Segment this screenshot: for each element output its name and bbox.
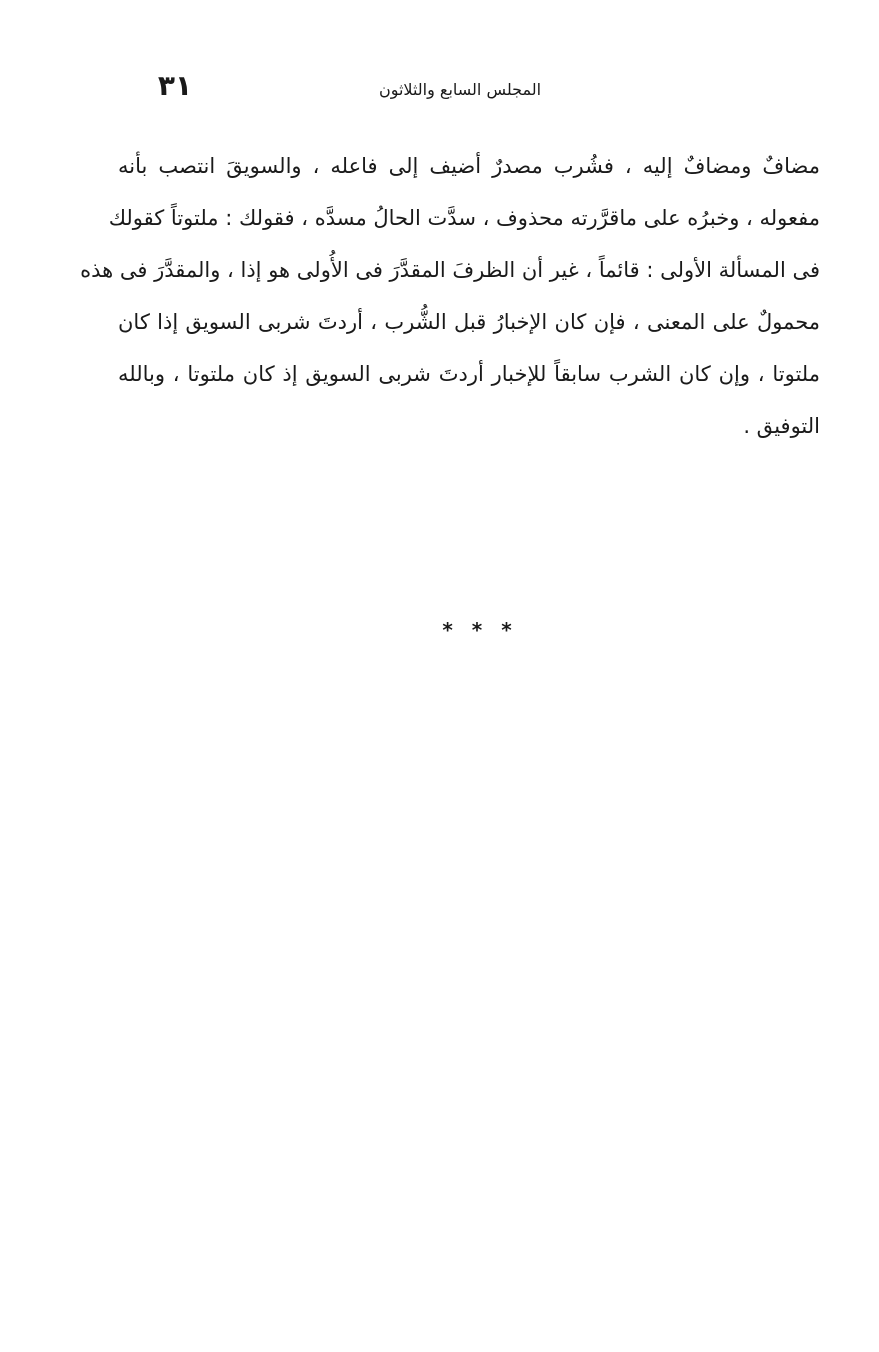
- text-line: محمولٌ على المعنى ، فإن كان الإخبارُ قبل الشُّرب ، أردتَ شربى السويق إذا كان: [118, 310, 820, 334]
- text-line: ملتوتا ، وإن كان الشرب سابقاً للإخبار أردتَ شربى السويق إذ كان ملتوتا ، وبالله: [118, 362, 820, 386]
- running-header-title: المجلس السابع والثلاثون: [378, 80, 542, 99]
- page-number: ٣١: [157, 69, 193, 102]
- body-paragraph: [80, 140, 820, 452]
- text-line: فى المسألة الأولى : قائماً ، غير أن الظرفَ المقدَّرَ فى الأُولى هو إذا ، والمقدَّرَ فى هذه: [80, 258, 820, 282]
- text-line: مضافٌ ومضافٌ إليه ، فشُرب مصدرٌ أضيف إلى فاعله ، والسويقَ انتصب بأنه: [118, 154, 820, 178]
- section-separator: * * *: [442, 618, 518, 642]
- text-line: مفعوله ، وخبرُه على ماقرَّرته محذوف ، سدَّت الحالُ مسدَّه ، فقولك : ملتوتاً كقولك: [108, 206, 820, 230]
- text-line: التوفيق .: [743, 414, 820, 438]
